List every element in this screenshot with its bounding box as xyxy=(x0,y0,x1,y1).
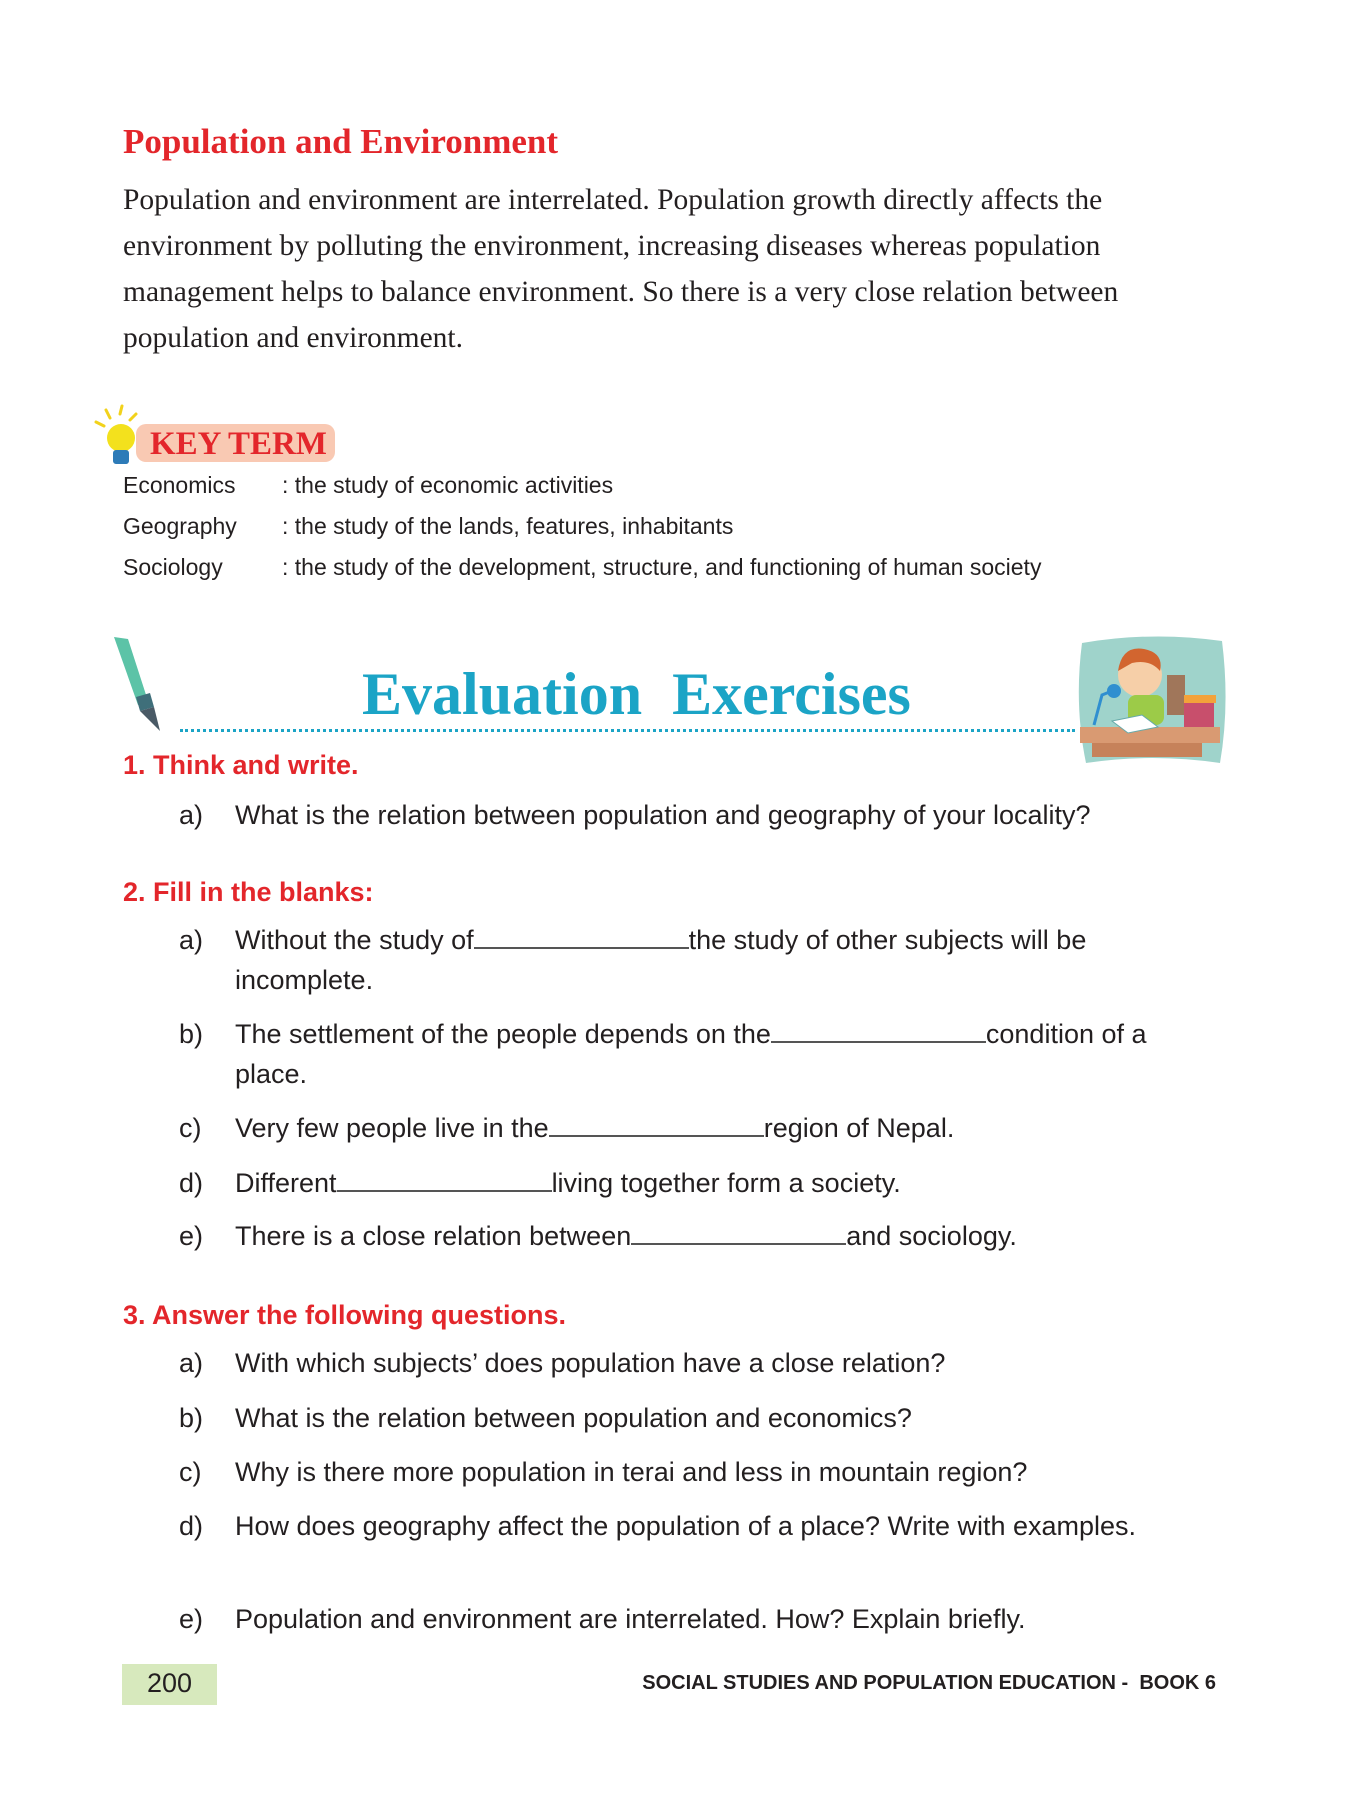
item-text xyxy=(235,1014,1155,1094)
blank-line[interactable] xyxy=(549,1113,764,1137)
text-after: condition of a place. xyxy=(235,1019,1147,1089)
question-item xyxy=(179,1599,1179,1639)
item-text: Population and environment are interrelated. How? Explain briefly. xyxy=(235,1604,1026,1634)
fill-blank-item xyxy=(179,1014,1179,1094)
book-title: SOCIAL STUDIES AND POPULATION EDUCATION - BOOK 6 xyxy=(642,1672,1216,1694)
item-text xyxy=(235,1108,1155,1148)
text-after: region of Nepal. xyxy=(763,1113,955,1143)
item-text xyxy=(235,1163,1155,1203)
item-letter: e) xyxy=(179,1604,204,1634)
key-term-row xyxy=(123,547,1223,588)
item-letter: c) xyxy=(179,1457,202,1487)
question-3-heading: 3. Answer the following questions. xyxy=(123,1300,567,1330)
item-text xyxy=(235,920,1155,1000)
question-1-heading: 1. Think and write. xyxy=(123,750,359,780)
item-text xyxy=(235,1216,1155,1256)
section-title: Population and Environment xyxy=(123,122,559,161)
blank-line[interactable] xyxy=(771,1019,986,1043)
definition: : the study of the lands, features, inhabitants xyxy=(282,513,734,539)
fill-blank-item xyxy=(179,920,1179,1000)
fill-blank-item xyxy=(179,1216,1179,1256)
evaluation-title: Evaluation Exercises xyxy=(362,661,911,727)
text-before: Very few people live in the xyxy=(235,1113,549,1143)
item-text: With which subjects’ does population have a close relation? xyxy=(235,1348,946,1378)
definition: : the study of economic activities xyxy=(282,472,614,498)
item-text: Why is there more population in terai and less in mountain region? xyxy=(235,1457,1028,1487)
item-letter: a) xyxy=(179,925,204,955)
key-term-row xyxy=(123,506,1223,547)
fill-blank-item xyxy=(179,1163,1179,1203)
item-letter: d) xyxy=(179,1168,204,1198)
section-paragraph: Population and environment are interrelated. Population growth directly affects the environment by polluting the environment, increasing diseases whereas population management helps to balance environment. So there is a very close relation between population and environment. xyxy=(123,184,1119,354)
item-text: What is the relation between population and economics? xyxy=(235,1403,912,1433)
item-letter: b) xyxy=(179,1019,204,1049)
blank-line[interactable] xyxy=(337,1168,552,1192)
text-before: The settlement of the people depends on the xyxy=(235,1019,771,1049)
item-letter: a) xyxy=(179,1348,204,1378)
item-letter: d) xyxy=(179,1511,204,1541)
fill-blank-item xyxy=(179,1108,1179,1148)
blank-line[interactable] xyxy=(631,1221,846,1245)
item-letter: c) xyxy=(179,1113,202,1143)
text-after: the study of other subjects will be incomplete. xyxy=(235,925,1087,995)
key-term-row xyxy=(123,465,1223,506)
text-before: Different xyxy=(235,1168,337,1198)
key-term-label: KEY TERM xyxy=(150,426,327,462)
question-item xyxy=(179,1343,1179,1383)
item-letter: a) xyxy=(179,800,204,830)
item-letter: e) xyxy=(179,1221,204,1251)
key-term-badge xyxy=(136,424,335,462)
item-text: How does geography affect the population of a place? Write with examples. xyxy=(235,1511,1137,1541)
page-number: 200 xyxy=(122,1664,217,1705)
dotted-divider xyxy=(180,729,1075,732)
text-before: Without the study of xyxy=(235,925,474,955)
text-after: living together form a society. xyxy=(551,1168,901,1198)
item-text: What is the relation between population and geography of your locality? xyxy=(235,800,1091,830)
text-after: and sociology. xyxy=(846,1221,1017,1251)
term: Geography xyxy=(123,513,237,539)
question-item xyxy=(179,795,1179,835)
blank-line[interactable] xyxy=(474,925,689,949)
question-2-heading: 2. Fill in the blanks: xyxy=(123,877,374,907)
term: Economics xyxy=(123,472,236,498)
question-item xyxy=(179,1452,1179,1492)
pen-icon xyxy=(108,635,178,735)
question-item xyxy=(179,1398,1179,1438)
definition: : the study of the development, structure, and functioning of human society xyxy=(282,554,1042,580)
student-illustration xyxy=(1072,635,1227,770)
term: Sociology xyxy=(123,554,223,580)
text-before: There is a close relation between xyxy=(235,1221,632,1251)
item-letter: b) xyxy=(179,1403,204,1433)
question-item xyxy=(179,1506,1179,1586)
